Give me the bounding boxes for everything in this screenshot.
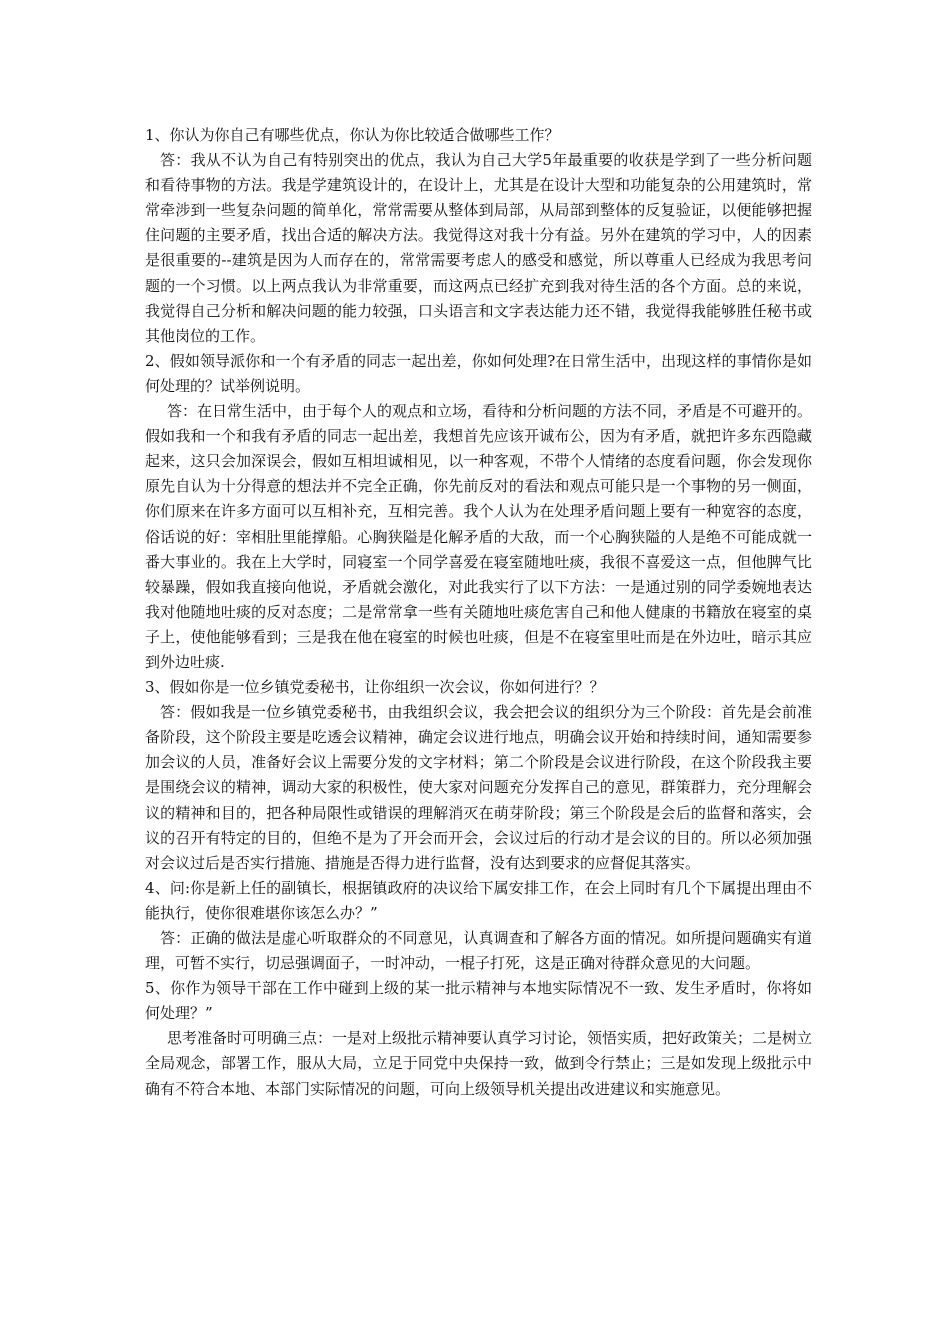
question-1: 1、你认为你自己有哪些优点，你认为你比较适合做哪些工作？ [145,126,560,144]
answer-3: 答：假如我是一位乡镇党委秘书，由我组织会议，我会把会议的组织分为三个阶段：首先是会前准备阶段，这个阶段主要是吃透会议精神，确定会议进行地点，明确会议开始和持续时间，通知需要参加会议的人员，准备好会议上需要分发的文字材料；第二个阶段是会议进行阶段，在这个阶段我主要是围绕会议的精神，调动大家的积极性，使大家对问题充分发挥自己的意见，群策群力，充分理解会议的精神和目的，把各种局限性或错误的理解消灭在萌芽阶段；第三个阶段是会后的监督和落实，会议的召开有特定的目的，但绝不是为了开会而开会，会议过后的行动才是会议的目的。所以必须加强对会议过后是否实行措施、措施是否得力进行监督，没有达到要求的应督促其落实。 [145,703,812,872]
document-body [145,123,812,1102]
answer-2: 答：在日常生活中，由于每个人的观点和立场，看待和分析问题的方法不同，矛盾是不可避开的。假如我和一个和我有矛盾的同志一起出差，我想首先应该开诚布公，因为有矛盾，就把许多东西隐藏起来，这只会加深误会，假如互相坦诚相见，以一种客观，不带个人情绪的态度看问题，你会发现你原先自认为十分得意的想法并不完全正确，你先前反对的看法和观点可能只是一个事物的另一侧面，你们原来在许多方面可以互相补充，互相完善。我个人认为在处理矛盾问题上要有一种宽容的态度，俗话说的好：宰相肚里能撑船。心胸狭隘是化解矛盾的大敌，而一个心胸狭隘的人是绝不可能成就一番大事业的。我在上大学时，同寝室一个同学喜爱在寝室随地吐痰，我很不喜爱这一点，但他脾气比较暴躁，假如我直接向他说，矛盾就会激化，对此我实行了以下方法：一是通过别的同学委婉地表达我对他随地吐痰的反对态度；二是常常拿一些有关随地吐痰危害自己和他人健康的书籍放在寝室的桌子上，使他能够看到；三是我在他在寝室的时候也吐痰，但是不在寝室里吐而是在外边吐，暗示其应到外边吐痰. [145,402,813,671]
answer-5: 思考准备时可明确三点：一是对上级批示精神要认真学习讨论，领悟实质，把好政策关；二是树立全局观念，部署工作，服从大局，立足于同党中央保持一致，做到令行禁止；三是如发现上级批示中确有不符合本地、本部门实际情况的问题，可向上级领导机关提出改进建议和实施意见。 [145,1029,813,1098]
question-5: 5、你作为领导干部在工作中碰到上级的某一批示精神与本地实际情况不一致、发生矛盾时，你将如何处理？” [145,979,812,1023]
question-4: 4、问:你是新上任的副镇长，根据镇政府的决议给下属安排工作，在会上同时有几个下属提出理由不能执行，使你很难堪你该怎么办？” [145,878,812,922]
answer-4: 答：正确的做法是虚心听取群众的不同意见，认真调查和了解各方面的情况。如所提问题确实有道理，可暂不实行，切忌强调面子，一时冲动，一棍子打死，这是正确对待群众意见的大问题。 [145,929,812,973]
question-2: 2、假如领导派你和一个有矛盾的同志一起出差，你如何处理?在日常生活中，出现这样的事情你是如何处理的？试举例说明。 [145,351,812,395]
answer-1: 答：我从不认为自己有特别突出的优点，我认为自己大学5年最重要的收获是学到了一些分析问题和看待事物的方法。我是学建筑设计的，在设计上，尤其是在设计大型和功能复杂的公用建筑时，常常牵涉到一些复杂问题的简单化，常常需要从整体到局部，从局部到整体的反复验证，以便能够把握住问题的主要矛盾，找出合适的解决方法。我觉得这对我十分有益。另外在建筑的学习中，人的因素是很重要的--建筑是因为人而存在的，常常需要考虑人的感受和感觉，所以尊重人已经成为我思考问题的一个习惯。以上两点我认为非常重要，而这两点已经扩充到我对待生活的各个方面。总的来说，我觉得自己分析和解决问题的能力较强，口头语言和文字表达能力还不错，我觉得我能够胜任秘书或其他岗位的工作。 [145,151,812,345]
question-3: 3、假如你是一位乡镇党委秘书，让你组织一次会议，你如何进行？？ [145,678,605,697]
